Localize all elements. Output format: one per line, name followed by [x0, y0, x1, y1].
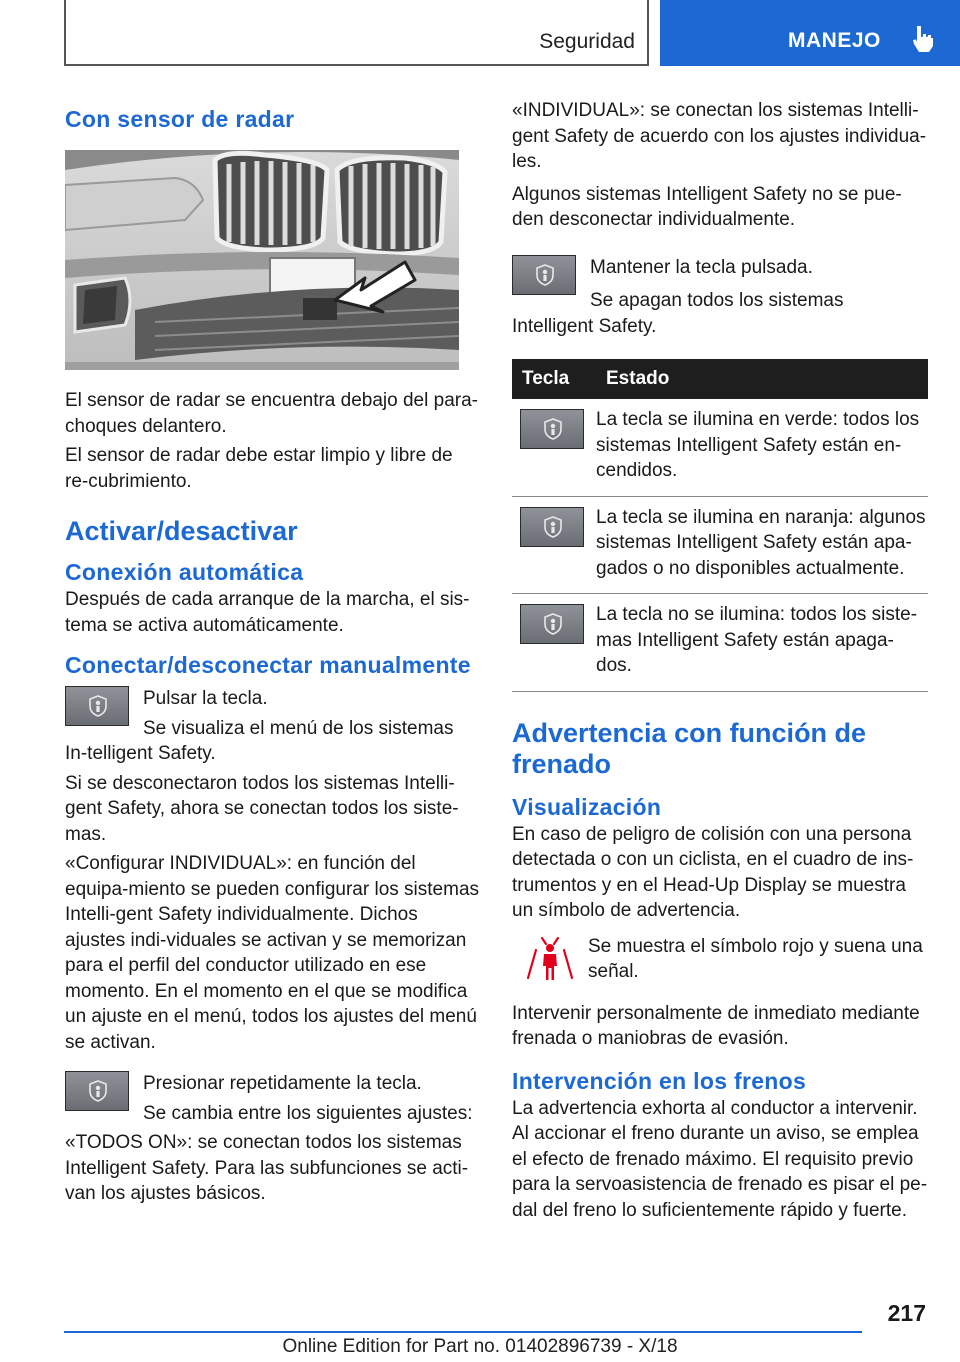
heading-manual: Conectar/desconectar manualmente — [65, 652, 471, 678]
table-cell-key — [512, 594, 596, 692]
header-chapter-label: MANEJO — [788, 29, 881, 52]
table-row — [512, 399, 928, 496]
table-row — [512, 594, 928, 692]
text-press-key: Pulsar la tecla. — [143, 688, 268, 709]
table-header-row — [512, 359, 928, 399]
heading-radar: Con sensor de radar — [65, 106, 295, 132]
radar-sensor-image — [65, 150, 459, 370]
text-radar-clean: El sensor de radar debe estar limpio y libre de re-cubrimiento. — [65, 445, 453, 492]
text-display: En caso de peligro de colisión con una persona detectada o con un ciclista, en el cuadro de ins-trumentos y en el Head-Up Display se muestra un símbolo de advertencia. — [512, 823, 914, 921]
footer-rule — [64, 1331, 862, 1333]
header-chapter-tab[interactable] — [660, 0, 960, 66]
heading-display: Visualización — [512, 793, 662, 820]
table-head-key: Tecla — [512, 359, 596, 399]
intelligent-safety-button-icon — [520, 409, 584, 449]
header-section-title: Seguridad — [539, 30, 635, 53]
hand-pointer-icon — [908, 24, 938, 54]
text-individual: «INDIVIDUAL»: se conectan los sistemas Intelli-gent Safety de acuerdo con los ajustes individua-les. — [512, 100, 927, 172]
text-switch-settings: Se cambia entre los siguientes ajustes: — [143, 1102, 473, 1124]
text-all-on: «TODOS ON»: se conectan todos los sistemas Intelligent Safety. Para las subfunciones se acti-van los ajustes básicos. — [65, 1132, 469, 1204]
table-cell-state: La tecla no se ilumina: todos los siste-mas Intelligent Safety están apaga-dos. — [596, 594, 928, 692]
table-row — [512, 496, 928, 594]
footer-edition: Online Edition for Part no. 01402896739 - X/18 — [282, 1336, 678, 1357]
text-intervene: Intervenir personalmente de inmediato mediante frenada o maniobras de evasión. — [512, 1002, 920, 1049]
table-cell-state: La tecla se ilumina en verde: todos los sistemas Intelligent Safety están en-cendidos. — [596, 399, 928, 496]
text-if-off: Si se desconectaron todos los sistemas Intelli-gent Safety, ahora se conectan todos los siste-mas. — [65, 772, 459, 845]
intelligent-safety-button-icon — [520, 507, 584, 547]
heading-auto: Conexión automática — [65, 559, 304, 585]
text-radar-location: El sensor de radar se encuentra debajo del para-choques delantero. — [65, 390, 478, 437]
heading-warning-braking: Advertencia con función de frenado — [512, 717, 867, 779]
intelligent-safety-button-icon — [512, 255, 576, 295]
left-column — [65, 98, 479, 1207]
text-configure: «Configurar INDIVIDUAL»: en función del equipa-miento se pueden configurar los sistemas Intelli-gent Safety individualmente. Dichos ajustes indi-viduales se activan y se memorizan para el perfil del conductor utilizado en ese momento. En el momento en el que se modifica un ajuste en el menú, todos los ajustes del menú se activan. — [65, 853, 480, 1053]
text-some-systems: Algunos sistemas Intelligent Safety no se pue-den desconectar individualmente. — [512, 183, 902, 230]
table-cell-key — [512, 496, 596, 594]
heading-brake-intervention: Intervención en los frenos — [512, 1067, 807, 1094]
page-number: 217 — [887, 1300, 926, 1326]
intelligent-safety-button-icon — [65, 686, 129, 726]
text-all-off: Se apagan todos los sistemas Intelligent Safety. — [512, 290, 844, 337]
pedestrian-warning-icon — [522, 934, 578, 984]
table-cell-state: La tecla se ilumina en naranja: algunos sistemas Intelligent Safety están apa-gados o no disponibles actualmente. — [596, 496, 928, 594]
text-hold-key: Mantener la tecla pulsada. — [590, 256, 813, 278]
table-head-state: Estado — [596, 359, 928, 399]
header-section-box — [64, 0, 649, 66]
text-press-repeat: Presionar repetidamente la tecla. — [143, 1073, 422, 1094]
key-state-table — [512, 359, 928, 692]
right-column — [512, 98, 928, 1223]
text-red-symbol: Se muestra el símbolo rojo y suena una señal. — [588, 935, 923, 982]
intelligent-safety-button-icon — [520, 604, 584, 644]
table-cell-key — [512, 399, 596, 496]
intelligent-safety-button-icon — [65, 1071, 129, 1111]
heading-activate: Activar/desactivar — [65, 516, 298, 546]
text-auto: Después de cada arranque de la marcha, el sis-tema se activa automáticamente. — [65, 589, 470, 636]
text-brake: La advertencia exhorta al conductor a intervenir. Al accionar el freno durante un aviso, se emplea el efecto de frenado máximo. El requisito previo para la servoasistencia de frenado es pisar el pe-dal del freno lo suficientemente rápido y fuerte. — [512, 1097, 928, 1221]
text-menu-shown: Se visualiza el menú de los sistemas In-telligent Safety. — [65, 717, 454, 764]
